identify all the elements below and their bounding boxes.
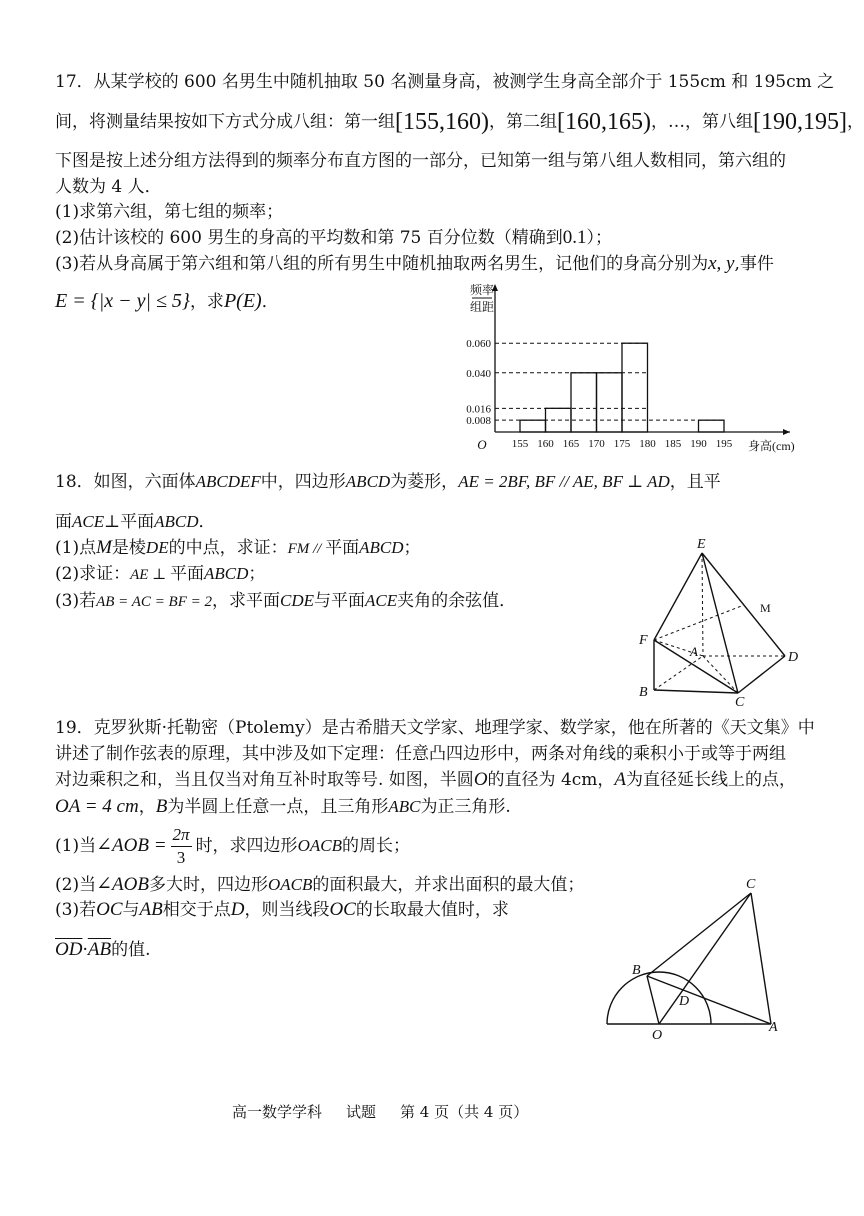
y-tick-label-0.016: 0.016	[466, 403, 491, 416]
origin-label: O	[477, 437, 487, 452]
edge-EF	[654, 553, 702, 640]
q19-line3: 对边乘积之和，当且仅当对角互补时取等号. 如图，半圆O的直径为 4cm，A为直径延长线上的点，	[55, 769, 797, 790]
x-tick-label-175: 175	[613, 438, 631, 450]
q18-line2: 面ACE⊥平面ABCD．	[55, 512, 216, 532]
y-tick-label-0.008: 0.008	[466, 415, 491, 428]
x-tick-label-155: 155	[511, 438, 529, 450]
x-tick-label-195: 195	[715, 438, 733, 450]
q19-line4: OA = 4 cm，B为半圆上任意一点，且三角形ABC为正三角形.	[55, 796, 511, 817]
label-C: C	[735, 695, 745, 710]
page-footer: 高一数学学科 试题 第 4 页（共 4 页）	[232, 1103, 529, 1121]
q18-part3: (3)若AB = AC = BF = 2，求平面CDE与平面ACE夹角的余弦值．	[55, 591, 517, 611]
segment-FM-hidden	[654, 605, 744, 640]
q17-line2: 间，将测量结果按如下方式分成八组：第一组[155,160)，第二组[160,165)，…，第八组[190,195]，	[55, 109, 864, 135]
label-D: D	[788, 650, 799, 665]
q18-line1: 18．如图，六面体ABCDEF中，四边形ABCD为菱形，AE = 2BF, BF // AE, BF ⊥ AD，且平	[55, 472, 721, 492]
fraction-2pi-over-3: $\frac{2\pi}{3}$	[172, 825, 190, 867]
x-tick-label-165: 165	[562, 438, 580, 450]
q18-part1: (1)点M是棱DE的中点，求证：FM // 平面ABCD；	[55, 537, 421, 558]
q18-part2: (2)求证：AE ⊥ 平面ABCD；	[55, 564, 266, 584]
bar-170-175	[597, 373, 623, 432]
q19-line1: 19．克罗狄斯·托勒密（Ptolemy）是古希腊天文学家、地理学家、数学家，他在所著的《天文集》中	[55, 718, 815, 738]
q19-part2: (2)当∠AOB多大时，四边形OACB的面积最大，并求出面积的最大值；	[55, 874, 585, 895]
bar-155-160	[520, 420, 546, 432]
label-B: B	[639, 685, 648, 700]
label-M: M	[760, 601, 771, 615]
q19-line2: 讲述了制作弦表的原理，其中涉及如下定理：任意凸四边形中，两条对角线的乘积小于或等于两组	[55, 744, 786, 764]
q19-part3-expression: $\overline{OD}\cdot\overline{AB}$的值.	[55, 939, 151, 960]
y-tick-label-0.040: 0.040	[466, 367, 491, 380]
label-A: A	[769, 1020, 778, 1035]
x-tick-label-180: 180	[639, 438, 656, 450]
x-tick-label-170: 170	[588, 438, 605, 450]
vector-AB: $\overline{AB}$	[87, 939, 112, 960]
q17-line4: 人数为 4 人．	[55, 177, 162, 197]
x-axis-label: 身高(cm)	[748, 439, 795, 453]
edge-ED	[702, 553, 785, 656]
label-E: E	[697, 537, 706, 552]
bar-190-195	[699, 420, 725, 432]
edge-BC	[654, 690, 738, 693]
q17-line3: 下图是按上述分组方法得到的频率分布直方图的一部分，已知第一组与第八组人数相同，第六组的	[55, 151, 786, 171]
q17-part1: (1)求第六组，第七组的频率；	[55, 202, 284, 222]
semicircle-arc	[607, 972, 711, 1024]
y-axis-label-top: 频率	[469, 283, 495, 297]
segment-OC	[659, 893, 751, 1024]
q17-part3: (3)若从身高属于第六组和第八组的所有男生中随机抽取两名男生，记他们的身高分别为x, y,事件	[55, 253, 774, 274]
q17-line1: 17．从某学校的 600 名男生中随机抽取 50 名测量身高，被测学生身高全部介于 155cm 和 195cm 之	[55, 72, 835, 92]
q18-condition: AE = 2BF, BF // AE, BF ⊥ AD	[458, 472, 670, 491]
y-tick-label-0.060: 0.060	[466, 338, 491, 351]
q19-part1: (1)当∠AOB = $\frac{2\pi}{3}$ 时，求四边形OACB的周长；	[55, 825, 410, 867]
edge-BA-hidden	[654, 656, 703, 690]
group8-interval: [190,195]	[752, 109, 847, 135]
label-D: D	[679, 994, 690, 1009]
edge-EC	[702, 553, 738, 693]
vector-OD: $\overline{OD}$	[55, 939, 83, 960]
hexahedron-figure	[630, 530, 830, 710]
edge-CD	[738, 656, 785, 693]
edge-EA-hidden	[702, 553, 703, 656]
segment-OB	[647, 976, 659, 1024]
frequency-histogram	[450, 280, 810, 455]
y-axis-label-bottom: 组距	[469, 300, 495, 314]
semicircle-figure	[600, 870, 800, 1045]
bar-165-170	[571, 373, 597, 432]
label-F: F	[639, 633, 648, 648]
event-formula: E = {|x − y| ≤ 5}	[55, 290, 190, 312]
group2-interval: [160,165)	[556, 109, 651, 135]
segment-BA	[647, 976, 771, 1024]
label-O: O	[652, 1028, 663, 1043]
group1-interval: [155,160)	[395, 109, 489, 135]
q19-part3: (3)若OC与AB相交于点D，则当线段OC的长取最大值时，求	[55, 899, 509, 920]
x-tick-label-185: 185	[664, 438, 682, 450]
q17-part2: (2)估计该校的 600 男生的身高的平均数和第 75 百分位数（精确到0.1）；	[55, 227, 613, 248]
segment-CA	[751, 893, 771, 1024]
segment-BC	[647, 893, 751, 976]
label-C: C	[746, 877, 756, 892]
q17-event-line: E = {|x − y| ≤ 5}，求P(E)．	[55, 290, 279, 312]
bar-175-180	[622, 343, 648, 432]
x-tick-label-190: 190	[690, 438, 707, 450]
x-tick-label-160: 160	[537, 438, 554, 450]
label-A: A	[690, 644, 698, 659]
label-B: B	[632, 963, 641, 978]
x-axis-arrow	[783, 429, 790, 435]
